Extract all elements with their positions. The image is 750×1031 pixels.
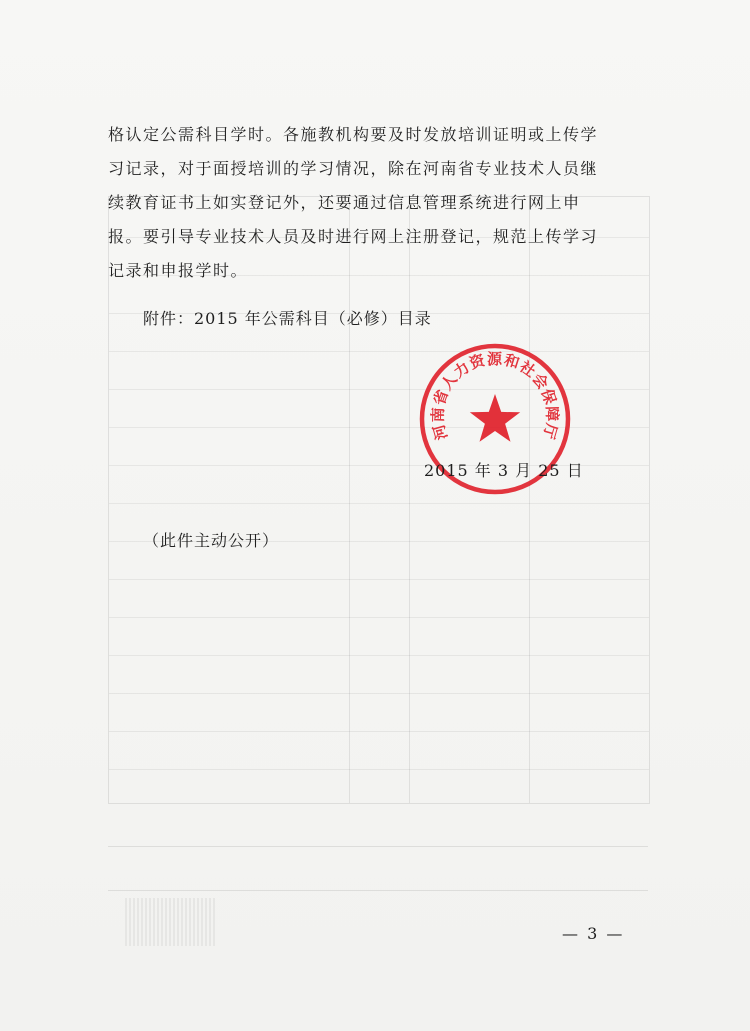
body-paragraph — [108, 118, 656, 288]
paragraph-line: 续教育证书上如实登记外，还要通过信息管理系统进行网上申 — [108, 193, 581, 212]
attachment-note: 附件：2015 年公需科目（必修）目录 — [143, 309, 432, 328]
paragraph-line: 格认定公需科目学时。各施教机构要及时发放培训证明或上传学 — [108, 125, 599, 144]
issue-date: 2015 年 3 月 25 日 — [424, 461, 584, 480]
bleed-through-barcode — [125, 898, 215, 946]
paragraph-line: 记录和申报学时。 — [108, 261, 249, 280]
paragraph-line: 习记录，对于面授培训的学习情况，除在河南省专业技术人员继 — [108, 159, 599, 178]
paragraph-line: 报。要引导专业技术人员及时进行网上注册登记，规范上传学习 — [108, 227, 599, 246]
disclosure-note: （此件主动公开） — [143, 531, 280, 550]
star-icon — [470, 394, 520, 442]
page-number: — 3 — — [562, 924, 625, 943]
bleed-through-rule — [108, 846, 648, 847]
bleed-through-rule — [108, 890, 648, 891]
seal-text: 河南省人力资源和社会保障厅 — [428, 349, 562, 442]
